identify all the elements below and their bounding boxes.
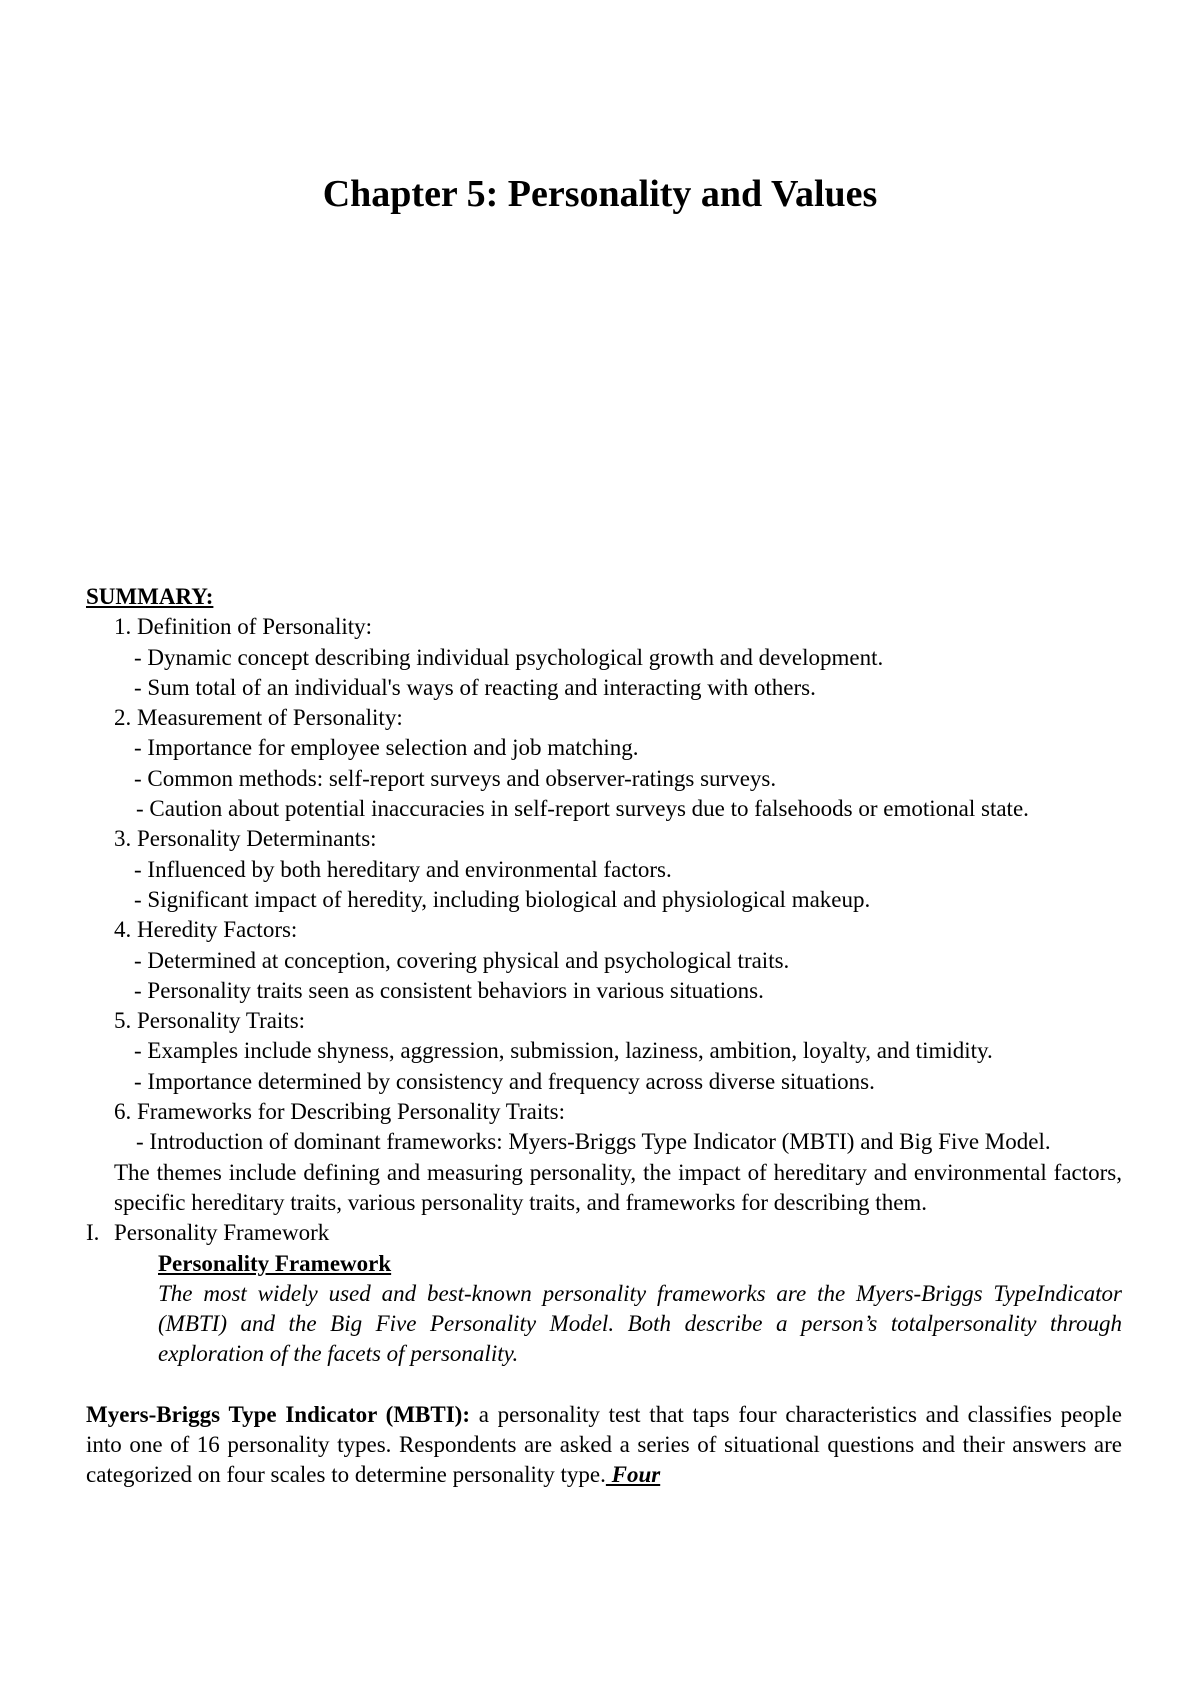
section-number: I. [86, 1220, 100, 1246]
mbti-term: Myers-Briggs Type Indicator (MBTI): [86, 1401, 470, 1427]
section-heading [86, 1218, 1122, 1248]
summary-item-heading: 3. Personality Determinants: [114, 826, 377, 852]
summary-bullet: - Caution about potential inaccuracies in self-report surveys due to falsehoods or emotional state. [136, 796, 1029, 822]
summary-bullet: - Sum total of an individual's ways of reacting and interacting with others. [134, 674, 816, 700]
spacer [86, 1370, 1122, 1400]
mbti-definition: a personality test that taps four characteristics and classifies people into one of 16 personality types. Respondents are asked a series of situational questions and their answers are categorized on four scales to determine personality type. [86, 1401, 1122, 1488]
subsection-paragraph: The most widely used and best-known personality frameworks are the Myers-Briggs TypeIndicator (MBTI) and the Big Five Personality Model. Both describe a person’s totalpersonality through exploration of the facets of personality. [158, 1280, 1122, 1367]
summary-bullet: - Dynamic concept describing individual psychological growth and development. [134, 644, 884, 670]
summary-bullet: - Influenced by both hereditary and environmental factors. [134, 856, 672, 882]
summary-heading [86, 582, 1122, 612]
section-title: Personality Framework [114, 1220, 330, 1246]
themes-paragraph: The themes include defining and measuring personality, the impact of hereditary and environmental factors, specific hereditary traits, various personality traits, and frameworks for describing them. [114, 1159, 1122, 1215]
summary-item-heading: 1. Definition of Personality: [114, 614, 373, 640]
mbti-trailing: Four [605, 1462, 661, 1488]
page-title: Chapter 5: Personality and Values [322, 173, 878, 215]
summary-bullet: - Introduction of dominant frameworks: Myers-Briggs Type Indicator (MBTI) and Big Five Model. [136, 1129, 1051, 1155]
summary-bullet: - Significant impact of heredity, including biological and physiological makeup. [134, 886, 871, 912]
summary-bullet: - Examples include shyness, aggression, submission, laziness, ambition, loyalty, and timidity. [134, 1038, 993, 1064]
summary-item-heading: 2. Measurement of Personality: [114, 705, 403, 731]
summary-bullet: - Personality traits seen as consistent behaviors in various situations. [134, 977, 764, 1003]
summary-heading-text: SUMMARY: [86, 584, 214, 609]
document-body [86, 582, 1122, 1491]
summary-bullet: - Common methods: self-report surveys and observer-ratings surveys. [134, 765, 777, 791]
summary-bullet: - Importance for employee selection and job matching. [134, 735, 639, 761]
summary-item-heading: 4. Heredity Factors: [114, 917, 298, 943]
subsection-heading [158, 1249, 1122, 1279]
summary-item-heading: 6. Frameworks for Describing Personality Traits: [114, 1099, 566, 1125]
summary-item-heading: 5. Personality Traits: [114, 1008, 306, 1034]
summary-bullet: - Determined at conception, covering physical and psychological traits. [134, 947, 790, 973]
subsection [86, 1249, 1122, 1370]
subsection-heading-text: Personality Framework [158, 1250, 392, 1276]
summary-bullet: - Importance determined by consistency and frequency across diverse situations. [134, 1068, 875, 1094]
mbti-paragraph [86, 1400, 1122, 1491]
